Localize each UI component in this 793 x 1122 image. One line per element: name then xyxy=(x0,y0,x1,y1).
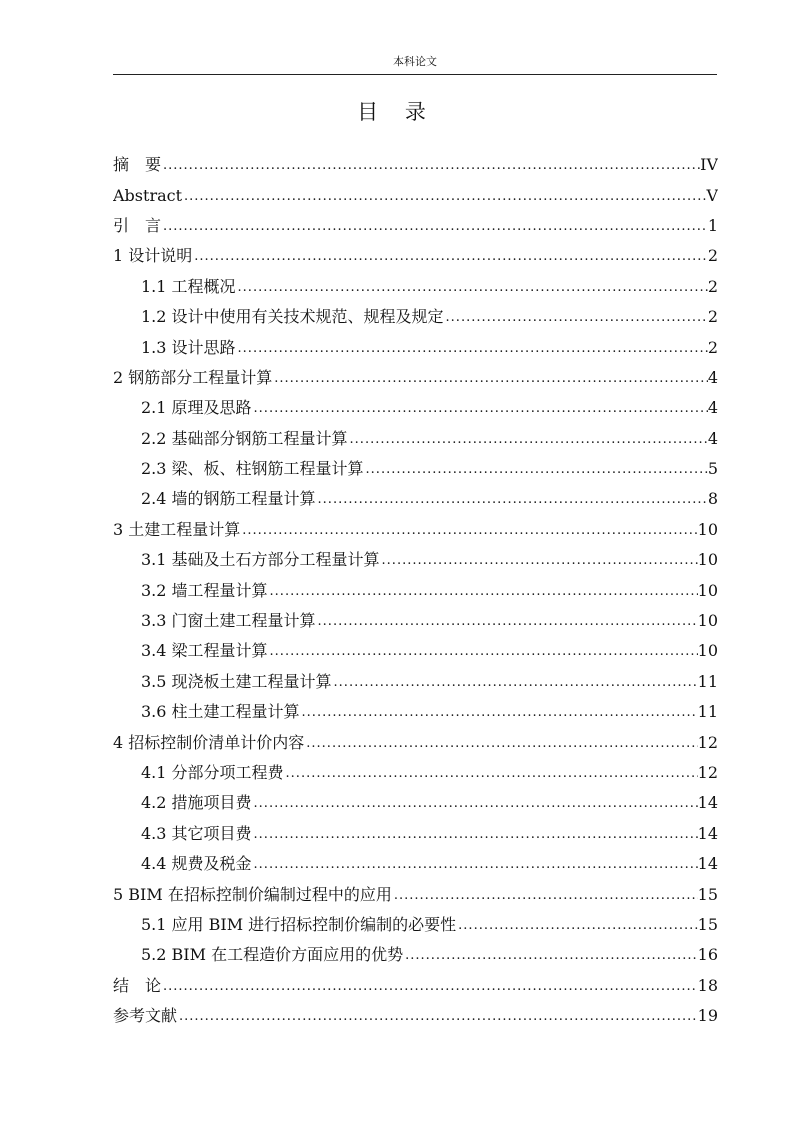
toc-entry-page: 14 xyxy=(697,854,718,874)
toc-entry-section-3-4[interactable] xyxy=(113,636,718,666)
toc-entry-page: 12 xyxy=(697,763,718,782)
toc-entry-label: 3.4 梁工程量计算 xyxy=(141,642,268,661)
toc-entry-page: 18 xyxy=(697,975,718,995)
toc-leader-dots xyxy=(332,672,698,692)
toc-title: 目 录 xyxy=(357,100,436,124)
toc-list xyxy=(113,150,718,1031)
toc-entry-label: 4.1 分部分项工程费 xyxy=(141,764,284,782)
toc-entry-label: 引 言 xyxy=(113,216,162,235)
toc-entry-page: 4 xyxy=(707,428,718,448)
toc-leader-dots xyxy=(304,733,697,753)
toc-entry-abstract-cn[interactable] xyxy=(113,150,718,180)
toc-leader-dots xyxy=(236,277,708,297)
toc-entry-section-4-4[interactable] xyxy=(113,849,718,879)
toc-leader-dots xyxy=(161,155,700,175)
toc-leader-dots xyxy=(444,307,708,327)
toc-entry-page: 12 xyxy=(697,732,718,752)
toc-leader-dots xyxy=(316,489,708,509)
toc-entry-page: 2 xyxy=(707,307,718,327)
toc-entry-label: 5.2 BIM 在工程造价方面应用的优势 xyxy=(141,946,404,965)
toc-leader-dots xyxy=(252,793,698,813)
toc-entry-label: 4.4 规费及税金 xyxy=(141,855,252,874)
toc-leader-dots xyxy=(272,368,708,388)
toc-entry-section-2-1[interactable] xyxy=(113,393,718,423)
toc-entry-section-3-5[interactable] xyxy=(113,667,718,697)
toc-entry-page: 10 xyxy=(697,641,718,661)
toc-leader-dots xyxy=(240,520,697,540)
toc-entry-page: 2 xyxy=(707,246,718,266)
toc-entry-page: 14 xyxy=(697,823,718,843)
toc-entry-section-1-3[interactable] xyxy=(113,332,718,362)
toc-entry-page: 10 xyxy=(697,550,718,570)
toc-entry-label: 5.1 应用 BIM 进行招标控制价编制的必要性 xyxy=(141,915,457,934)
toc-entry-section-4-3[interactable] xyxy=(113,819,718,849)
toc-entry-label: 3.2 墙工程量计算 xyxy=(141,581,268,600)
toc-entry-section-2-3[interactable] xyxy=(113,454,718,484)
toc-entry-introduction[interactable] xyxy=(113,211,718,241)
toc-entry-label: 1.3 设计思路 xyxy=(141,338,236,357)
running-header xyxy=(113,54,717,75)
toc-entry-label: 2.2 基础部分钢筋工程量计算 xyxy=(141,429,348,448)
toc-entry-section-2-4[interactable] xyxy=(113,484,718,514)
toc-entry-label: 3 土建工程量计算 xyxy=(113,520,241,539)
toc-entry-chapter-5[interactable] xyxy=(113,879,718,909)
toc-entry-page: V xyxy=(706,185,718,205)
toc-entry-section-2-2[interactable] xyxy=(113,424,718,454)
toc-leader-dots xyxy=(252,824,698,844)
toc-entry-page: 4 xyxy=(707,398,718,418)
toc-entry-label: 结 论 xyxy=(113,976,162,995)
toc-entry-chapter-1[interactable] xyxy=(113,241,718,271)
toc-leader-dots xyxy=(284,763,698,783)
toc-entry-label: Abstract xyxy=(113,186,183,205)
toc-entry-page: 2 xyxy=(707,337,718,357)
toc-entry-page: 15 xyxy=(697,914,718,934)
toc-entry-page: 14 xyxy=(697,793,718,813)
toc-entry-chapter-4[interactable] xyxy=(113,727,718,757)
toc-entry-page: 19 xyxy=(697,1006,718,1026)
toc-leader-dots xyxy=(182,186,706,206)
toc-entry-label: 参考文献 xyxy=(113,1007,178,1026)
toc-entry-label: 3.1 基础及土石方部分工程量计算 xyxy=(141,551,380,570)
toc-entry-page: 11 xyxy=(697,671,718,691)
toc-entry-section-5-1[interactable] xyxy=(113,910,718,940)
toc-entry-label: 3.3 门窗土建工程量计算 xyxy=(141,612,316,631)
toc-entry-label: 4.3 其它项目费 xyxy=(141,824,252,843)
toc-entry-chapter-3[interactable] xyxy=(113,515,718,545)
toc-leader-dots xyxy=(456,915,697,935)
toc-leader-dots xyxy=(364,459,708,479)
toc-leader-dots xyxy=(268,581,698,601)
toc-entry-references[interactable] xyxy=(113,1001,718,1031)
toc-entry-label: 1.1 工程概况 xyxy=(141,277,236,296)
toc-entry-section-3-6[interactable] xyxy=(113,697,718,727)
toc-entry-label: 2.3 梁、板、柱钢筋工程量计算 xyxy=(141,460,364,479)
toc-leader-dots xyxy=(161,976,698,996)
toc-leader-dots xyxy=(252,398,708,418)
toc-entry-section-3-1[interactable] xyxy=(113,545,718,575)
toc-entry-section-3-3[interactable] xyxy=(113,606,718,636)
toc-entry-page: 8 xyxy=(707,489,718,509)
toc-entry-label: 2.4 墙的钢筋工程量计算 xyxy=(141,490,316,509)
toc-leader-dots xyxy=(252,854,698,874)
toc-entry-label: 4.2 措施项目费 xyxy=(141,794,252,813)
toc-entry-page: 16 xyxy=(697,945,718,965)
toc-entry-label: 2 钢筋部分工程量计算 xyxy=(113,368,273,387)
running-header-title: 本科论文 xyxy=(393,55,437,68)
toc-entry-section-1-2[interactable] xyxy=(113,302,718,332)
toc-entry-page: 1 xyxy=(707,215,718,235)
toc-entry-label: 1.2 设计中使用有关技术规范、规程及规定 xyxy=(141,308,444,327)
toc-entry-page: 4 xyxy=(707,367,718,387)
toc-entry-section-4-1[interactable] xyxy=(113,758,718,788)
toc-leader-dots xyxy=(161,216,708,236)
toc-entry-section-3-2[interactable] xyxy=(113,575,718,605)
toc-leader-dots xyxy=(177,1006,698,1026)
toc-entry-page: 2 xyxy=(707,276,718,296)
toc-leader-dots xyxy=(316,611,698,631)
toc-leader-dots xyxy=(236,338,708,358)
toc-entry-label: 4 招标控制价清单计价内容 xyxy=(113,733,305,752)
toc-entry-page: 15 xyxy=(697,884,718,904)
toc-entry-page: 10 xyxy=(697,580,718,600)
toc-entry-abstract-en[interactable] xyxy=(113,180,718,210)
toc-leader-dots xyxy=(348,429,708,449)
toc-entry-label: 3.5 现浇板土建工程量计算 xyxy=(141,672,332,691)
toc-entry-label: 5 BIM 在招标控制价编制过程中的应用 xyxy=(113,885,392,904)
toc-leader-dots xyxy=(403,945,698,965)
toc-entry-section-5-2[interactable] xyxy=(113,940,718,970)
toc-entry-conclusion[interactable] xyxy=(113,971,718,1001)
toc-entry-page: 5 xyxy=(707,459,718,479)
toc-entry-page: 11 xyxy=(697,702,718,722)
toc-entry-page: IV xyxy=(700,155,718,175)
toc-leader-dots xyxy=(380,550,698,570)
toc-entry-page: 10 xyxy=(697,519,718,539)
toc-entry-label: 摘 要 xyxy=(113,156,162,175)
toc-entry-label: 2.1 原理及思路 xyxy=(141,399,252,418)
toc-leader-dots xyxy=(392,885,698,905)
toc-leader-dots xyxy=(192,246,708,266)
toc-entry-label: 1 设计说明 xyxy=(113,247,193,266)
toc-entry-page: 10 xyxy=(697,611,718,631)
toc-entry-section-4-2[interactable] xyxy=(113,788,718,818)
toc-leader-dots xyxy=(300,702,698,722)
toc-entry-label: 3.6 柱土建工程量计算 xyxy=(141,703,300,722)
toc-entry-chapter-2[interactable] xyxy=(113,363,718,393)
toc-entry-section-1-1[interactable] xyxy=(113,272,718,302)
toc-leader-dots xyxy=(268,641,698,661)
